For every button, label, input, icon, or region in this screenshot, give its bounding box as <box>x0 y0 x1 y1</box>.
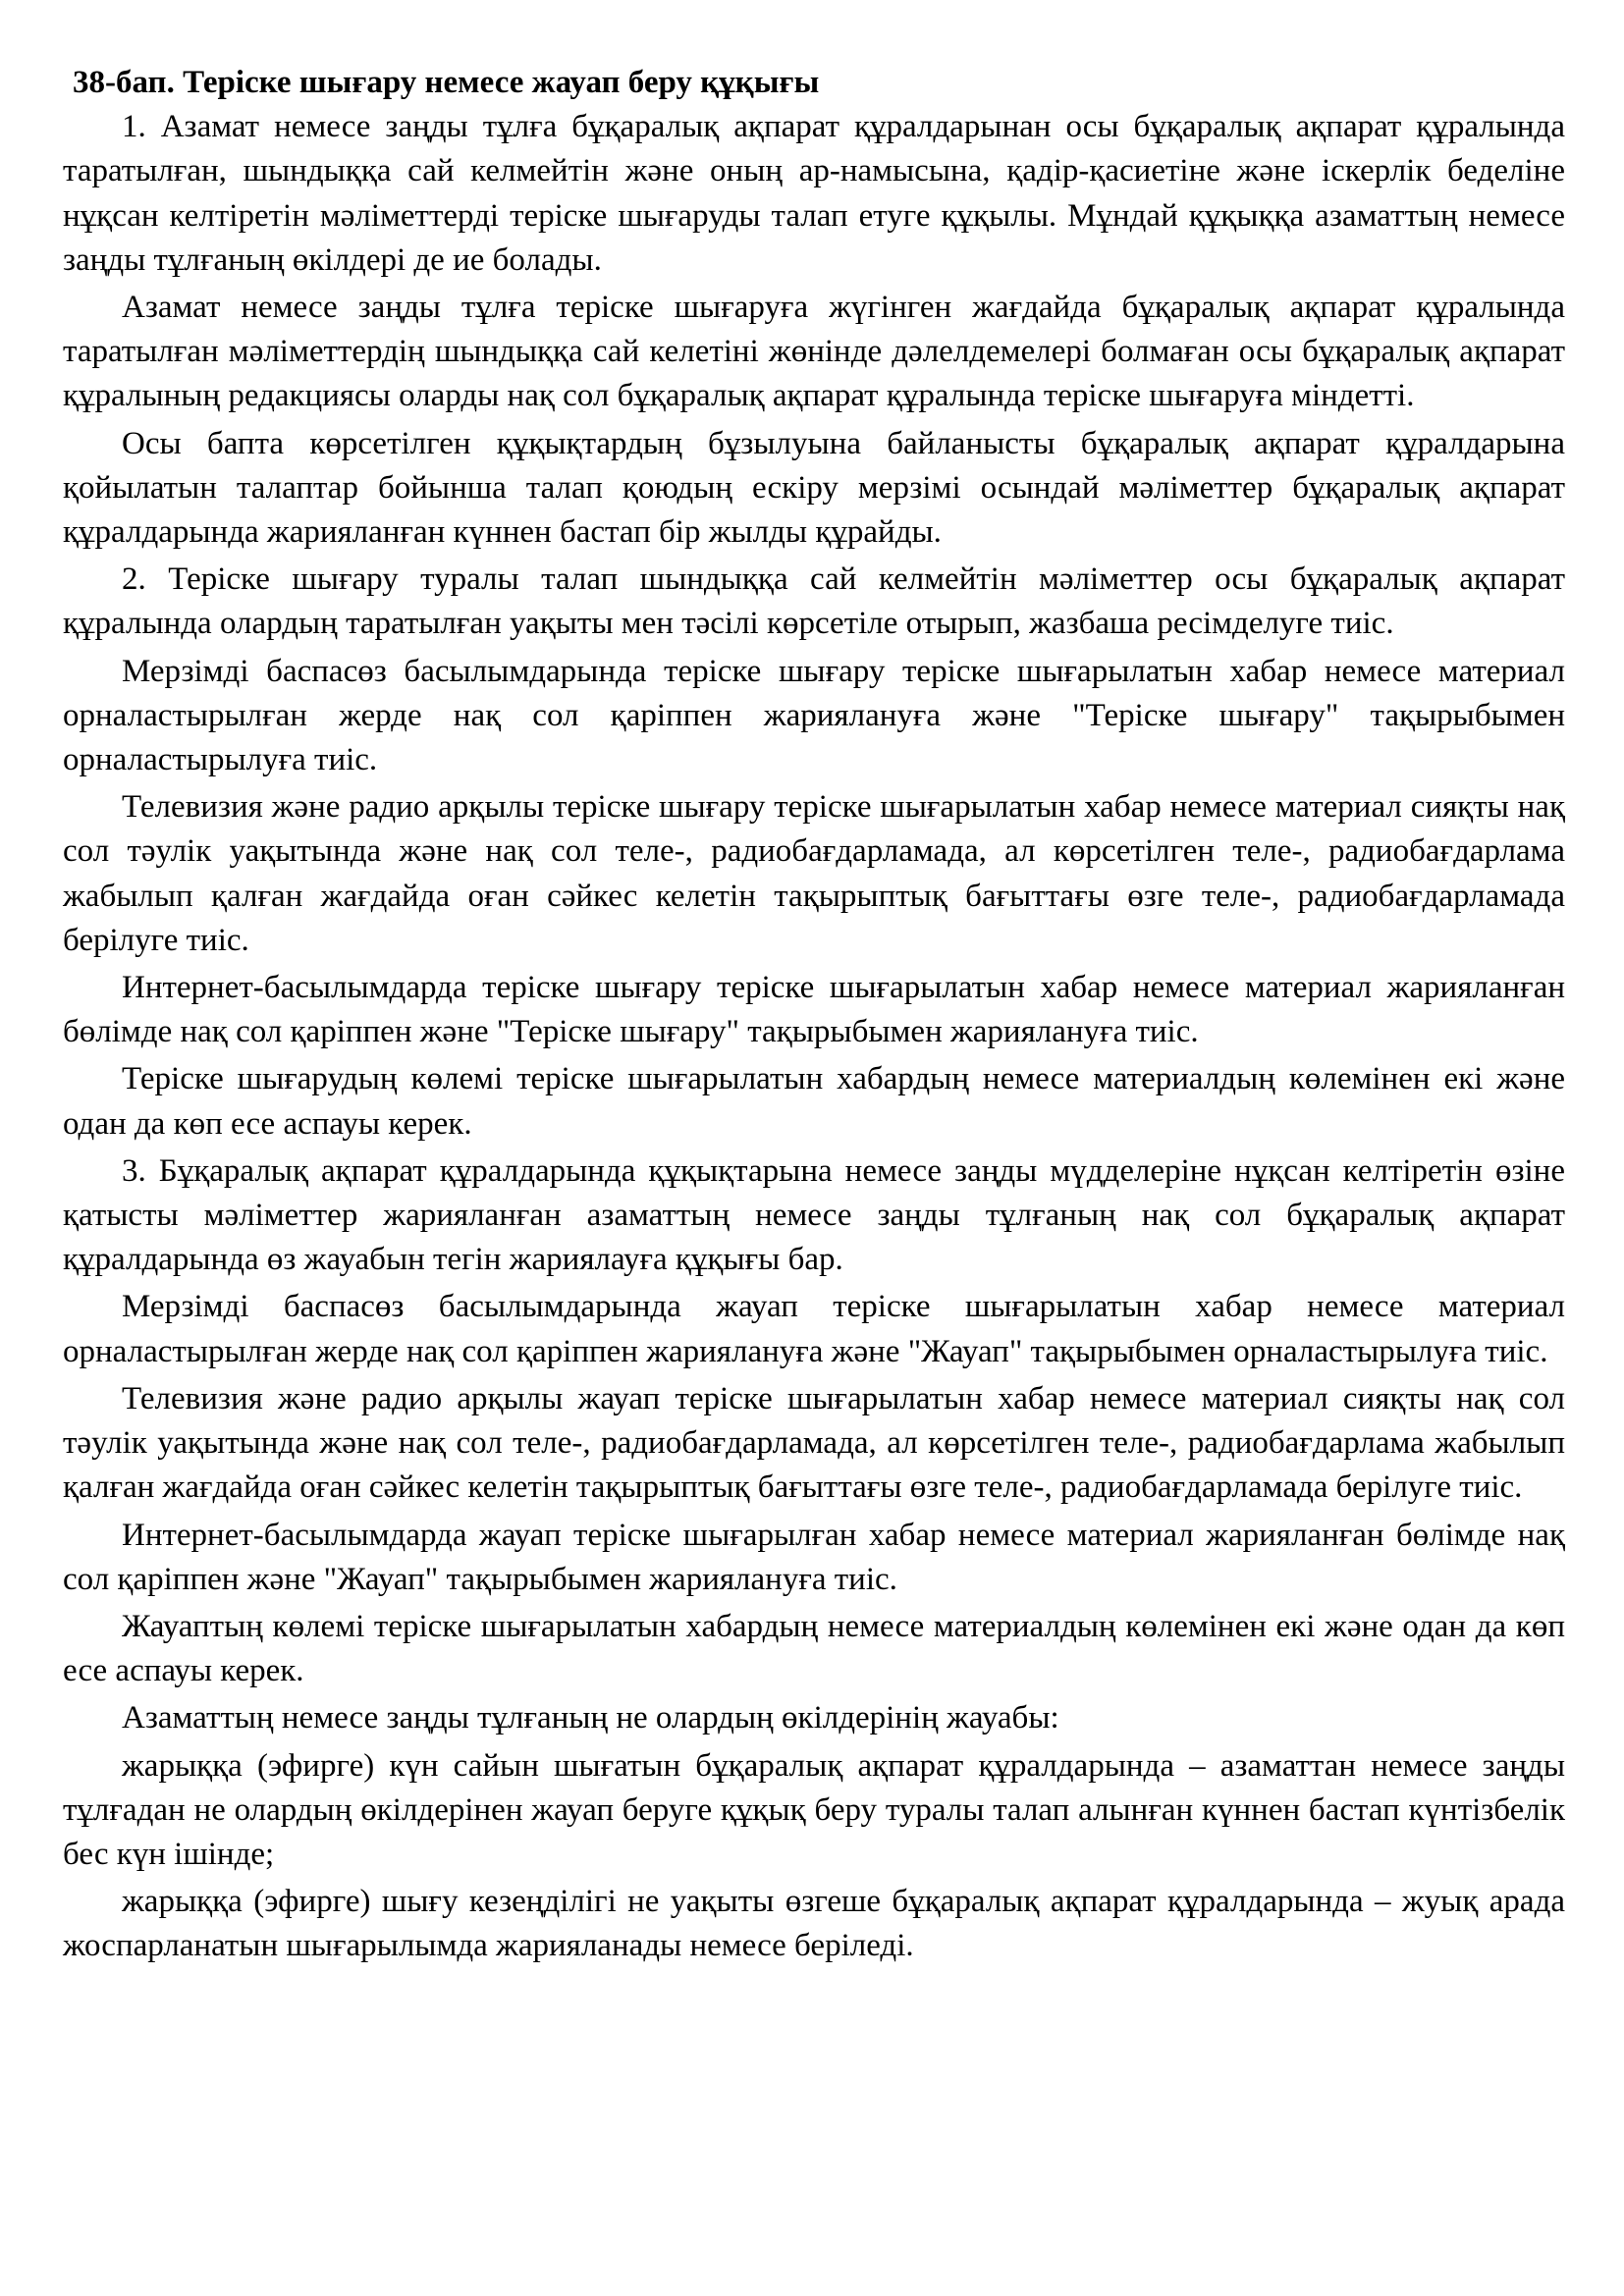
paragraph-10: Мерзімді баспасөз басылымдарында жауап теріске шығарылатын хабар немесе материал орналастырылған жерде нақ сол қаріппен жариялануға және "Жауап" тақырыбымен орналастырылуға тиіс. <box>63 1289 1565 1369</box>
paragraph-4: 2. Теріске шығару туралы талап шындыққа сай келмейтін мәліметтер осы бұқаралық ақпарат құралында олардың таратылған уақыты мен тәсілі көрсетіле отырып, жазбаша ресімделуге тиіс. <box>63 561 1565 642</box>
paragraph-14: Азаматтың немесе заңды тұлғаның не олардың өкілдерінің жауабы: <box>122 1700 1059 1736</box>
paragraph-9: 3. Бұқаралық ақпарат құралдарында құқықтарына немесе заңды мүдделеріне нұқсан келтіретін өзіне қатысты мәліметтер жарияланған азаматтың немесе заңды тұлғаның нақ сол бұқаралық ақпарат құралдарында өз жауабын тегін жариялауға құқығы бар. <box>63 1152 1565 1278</box>
paragraph-3: Осы бапта көрсетілген құқықтардың бұзылуына байланысты бұқаралық ақпарат құралдарына қойылатын талаптар бойынша талап қоюдың ескіру мерзімі осындай мәліметтер бұқаралық ақпарат құралдарында жарияланған күннен бастап бір жылды құрайды. <box>63 425 1565 551</box>
paragraph-2: Азамат немесе заңды тұлға теріске шығаруға жүгінген жағдайда бұқаралық ақпарат құралында таратылған мәліметтердің шындыққа сай келетіні жөнінде дәлелдемелері болмаған осы бұқаралық ақпарат құралының редакциясы оларды нақ сол бұқаралық ақпарат құралында теріске шығаруға міндетті. <box>63 290 1565 414</box>
paragraph-12: Интернет-басылымдарда жауап теріске шығарылған хабар немесе материал жарияланған бөлімде нақ сол қаріппен және "Жауап" тақырыбымен жариялануға тиіс. <box>63 1517 1565 1597</box>
document-page <box>63 61 1565 1969</box>
paragraph-7: Интернет-басылымдарда теріске шығару теріске шығарылатын хабар немесе материал жарияланған бөлімде нақ сол қаріппен және "Теріске шығару" тақырыбымен жариялануға тиіс. <box>63 970 1565 1050</box>
paragraph-6: Телевизия және радио арқылы теріске шығару теріске шығарылатын хабар немесе материал сияқты нақ сол тәулік уақытында және нақ сол теле-, радиобағдарламада, ал көрсетілген теле-, радиобағдарлама жабылып қалған жағдайда оған сәйкес келетін тақырыптық бағыттағы өзге теле-, радиобағдарламада берілуге тиіс. <box>63 789 1565 958</box>
paragraph-8: Теріске шығарудың көлемі теріске шығарылатын хабардың немесе материалдың көлемінен екі және одан да көп есе аспауы керек. <box>63 1061 1565 1142</box>
paragraph-15: жарыққа (эфирге) күн сайын шығатын бұқаралық ақпарат құралдарында – азаматтан немесе заңды тұлғадан не олардың өкілдерінен жауап беруге құқық беру туралы талап алынған күннен бастап күнтізбелік бес күн ішінде; <box>63 1747 1565 1872</box>
article-title: 38-бап. Теріске шығару немесе жауап беру құқығы <box>73 65 820 100</box>
paragraph-16: жарыққа (эфирге) шығу кезеңділігі не уақыты өзгеше бұқаралық ақпарат құралдарында – жуық арада жоспарланатын шығарылымда жарияланады немесе беріледі. <box>63 1884 1565 1964</box>
paragraph-11: Телевизия және радио арқылы жауап теріске шығарылатын хабар немесе материал сияқты нақ сол тәулік уақытында және нақ сол теле-, радиобағдарламада, ал көрсетілген теле-, радиобағдарлама жабылып қалған жағдайда оған сәйкес келетін тақырыптық бағыттағы өзге теле-, радиобағдарламада берілуге тиіс. <box>63 1380 1565 1506</box>
paragraph-1: 1. Азамат немесе заңды тұлға бұқаралық ақпарат құралдарынан осы бұқаралық ақпарат құралында таратылған, шындыққа сай келмейтін және оның ар-намысына, қадір-қасиетіне және іскерлік беделіне нұқсан келтіретін мәліметтерді теріске шығаруды талап етуге құқылы. Мұндай құқыққа азаматтың немесе заңды тұлғаның өкілдері де ие болады. <box>63 109 1565 278</box>
paragraph-13: Жауаптың көлемі теріске шығарылатын хабардың немесе материалдың көлемінен екі және одан да көп есе аспауы керек. <box>63 1608 1565 1689</box>
paragraph-5: Мерзімді баспасөз басылымдарында теріске шығару теріске шығарылатын хабар немесе материал орналастырылған жерде нақ сол қаріппен жариялануға және "Теріске шығару" тақырыбымен орналастырылуға тиіс. <box>63 653 1565 778</box>
